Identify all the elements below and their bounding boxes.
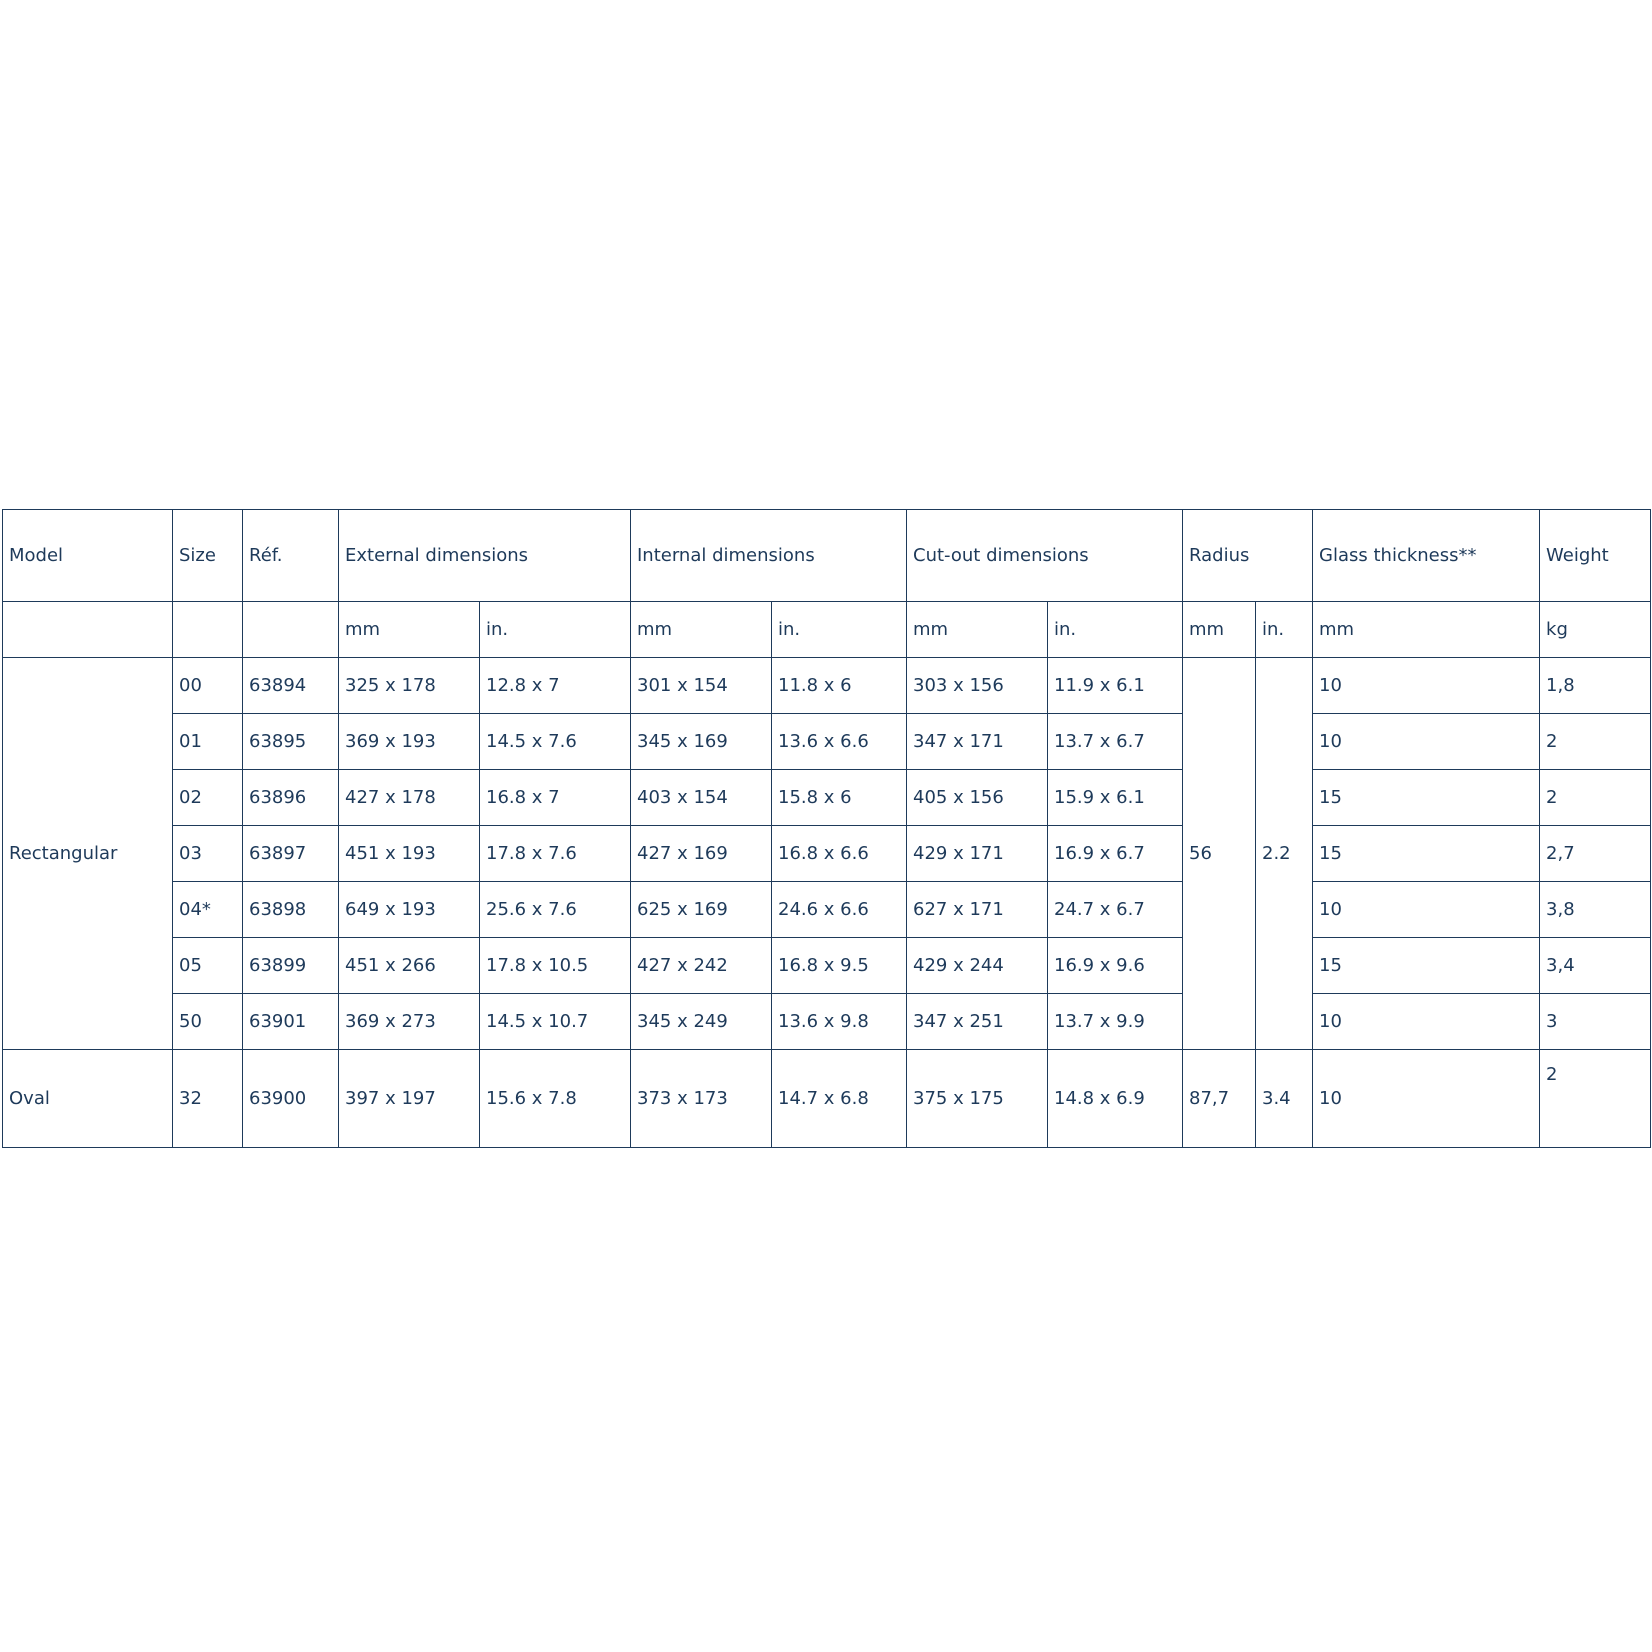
specification-table [2,509,1651,1148]
weight-cell: 2 [1540,770,1651,826]
external-mm-cell: 427 x 178 [339,770,480,826]
internal-in-cell: 14.7 x 6.8 [772,1050,907,1148]
external-mm-cell: 397 x 197 [339,1050,480,1148]
external-mm-cell: 325 x 178 [339,658,480,714]
radius-mm-cell-oval: 87,7 [1183,1050,1256,1148]
size-cell: 32 [173,1050,243,1148]
table-row [3,938,1651,994]
internal-mm-cell: 625 x 169 [631,882,772,938]
unit-internal-in: in. [772,602,907,658]
header-model: Model [3,510,173,602]
external-in-cell: 12.8 x 7 [480,658,631,714]
cutout-mm-cell: 405 x 156 [907,770,1048,826]
unit-ref-empty [243,602,339,658]
glass-thickness-cell: 10 [1313,714,1540,770]
unit-radius-mm: mm [1183,602,1256,658]
ref-cell: 63895 [243,714,339,770]
header-weight: Weight [1540,510,1651,602]
external-mm-cell: 369 x 273 [339,994,480,1050]
table-row [3,994,1651,1050]
weight-cell: 3,4 [1540,938,1651,994]
external-in-cell: 25.6 x 7.6 [480,882,631,938]
header-row [3,510,1651,602]
table-row [3,882,1651,938]
glass-thickness-cell: 10 [1313,658,1540,714]
cutout-in-cell: 16.9 x 6.7 [1048,826,1183,882]
unit-external-in: in. [480,602,631,658]
header-cutout-dimensions: Cut-out dimensions [907,510,1183,602]
header-ref: Réf. [243,510,339,602]
table-row [3,658,1651,714]
cutout-mm-cell: 429 x 171 [907,826,1048,882]
external-mm-cell: 649 x 193 [339,882,480,938]
ref-cell: 63900 [243,1050,339,1148]
internal-in-cell: 13.6 x 6.6 [772,714,907,770]
radius-in-cell-rectangular: 2.2 [1256,658,1313,1050]
cutout-mm-cell: 375 x 175 [907,1050,1048,1148]
internal-mm-cell: 345 x 169 [631,714,772,770]
radius-in-cell-oval: 3.4 [1256,1050,1313,1148]
internal-mm-cell: 403 x 154 [631,770,772,826]
unit-weight: kg [1540,602,1651,658]
external-in-cell: 16.8 x 7 [480,770,631,826]
glass-thickness-cell: 10 [1313,1050,1540,1148]
unit-radius-in: in. [1256,602,1313,658]
glass-thickness-cell: 10 [1313,882,1540,938]
table-row [3,826,1651,882]
internal-mm-cell: 373 x 173 [631,1050,772,1148]
glass-thickness-cell: 15 [1313,826,1540,882]
internal-in-cell: 13.6 x 9.8 [772,994,907,1050]
header-external-dimensions: External dimensions [339,510,631,602]
external-in-cell: 14.5 x 10.7 [480,994,631,1050]
weight-cell: 2 [1540,714,1651,770]
size-cell: 03 [173,826,243,882]
glass-thickness-cell: 15 [1313,938,1540,994]
ref-cell: 63894 [243,658,339,714]
internal-in-cell: 16.8 x 9.5 [772,938,907,994]
header-glass-thickness: Glass thickness** [1313,510,1540,602]
external-mm-cell: 451 x 266 [339,938,480,994]
weight-cell: 1,8 [1540,658,1651,714]
internal-in-cell: 16.8 x 6.6 [772,826,907,882]
ref-cell: 63901 [243,994,339,1050]
cutout-in-cell: 24.7 x 6.7 [1048,882,1183,938]
cutout-mm-cell: 429 x 244 [907,938,1048,994]
unit-glass: mm [1313,602,1540,658]
table-row [3,770,1651,826]
size-cell: 02 [173,770,243,826]
size-cell: 00 [173,658,243,714]
table-row-oval [3,1050,1651,1148]
unit-internal-mm: mm [631,602,772,658]
external-in-cell: 14.5 x 7.6 [480,714,631,770]
weight-cell: 3,8 [1540,882,1651,938]
model-cell-rectangular: Rectangular [3,658,173,1050]
cutout-in-cell: 15.9 x 6.1 [1048,770,1183,826]
cutout-in-cell: 13.7 x 6.7 [1048,714,1183,770]
unit-external-mm: mm [339,602,480,658]
header-size: Size [173,510,243,602]
cutout-mm-cell: 627 x 171 [907,882,1048,938]
weight-cell: 2,7 [1540,826,1651,882]
external-in-cell: 17.8 x 7.6 [480,826,631,882]
unit-cutout-mm: mm [907,602,1048,658]
external-mm-cell: 369 x 193 [339,714,480,770]
model-cell-oval: Oval [3,1050,173,1148]
external-in-cell: 15.6 x 7.8 [480,1050,631,1148]
header-radius: Radius [1183,510,1313,602]
ref-cell: 63896 [243,770,339,826]
weight-cell: 3 [1540,994,1651,1050]
internal-mm-cell: 427 x 242 [631,938,772,994]
unit-row [3,602,1651,658]
size-cell: 50 [173,994,243,1050]
unit-cutout-in: in. [1048,602,1183,658]
weight-cell: 2 [1540,1050,1651,1148]
glass-thickness-cell: 15 [1313,770,1540,826]
unit-model-empty [3,602,173,658]
unit-size-empty [173,602,243,658]
size-cell: 01 [173,714,243,770]
cutout-mm-cell: 303 x 156 [907,658,1048,714]
cutout-mm-cell: 347 x 171 [907,714,1048,770]
ref-cell: 63899 [243,938,339,994]
internal-mm-cell: 345 x 249 [631,994,772,1050]
glass-thickness-cell: 10 [1313,994,1540,1050]
internal-in-cell: 11.8 x 6 [772,658,907,714]
internal-mm-cell: 301 x 154 [631,658,772,714]
internal-in-cell: 24.6 x 6.6 [772,882,907,938]
ref-cell: 63898 [243,882,339,938]
table-row [3,714,1651,770]
internal-in-cell: 15.8 x 6 [772,770,907,826]
cutout-in-cell: 14.8 x 6.9 [1048,1050,1183,1148]
cutout-mm-cell: 347 x 251 [907,994,1048,1050]
external-mm-cell: 451 x 193 [339,826,480,882]
cutout-in-cell: 16.9 x 9.6 [1048,938,1183,994]
ref-cell: 63897 [243,826,339,882]
cutout-in-cell: 13.7 x 9.9 [1048,994,1183,1050]
header-internal-dimensions: Internal dimensions [631,510,907,602]
size-cell: 04* [173,882,243,938]
external-in-cell: 17.8 x 10.5 [480,938,631,994]
radius-mm-cell-rectangular: 56 [1183,658,1256,1050]
internal-mm-cell: 427 x 169 [631,826,772,882]
cutout-in-cell: 11.9 x 6.1 [1048,658,1183,714]
size-cell: 05 [173,938,243,994]
